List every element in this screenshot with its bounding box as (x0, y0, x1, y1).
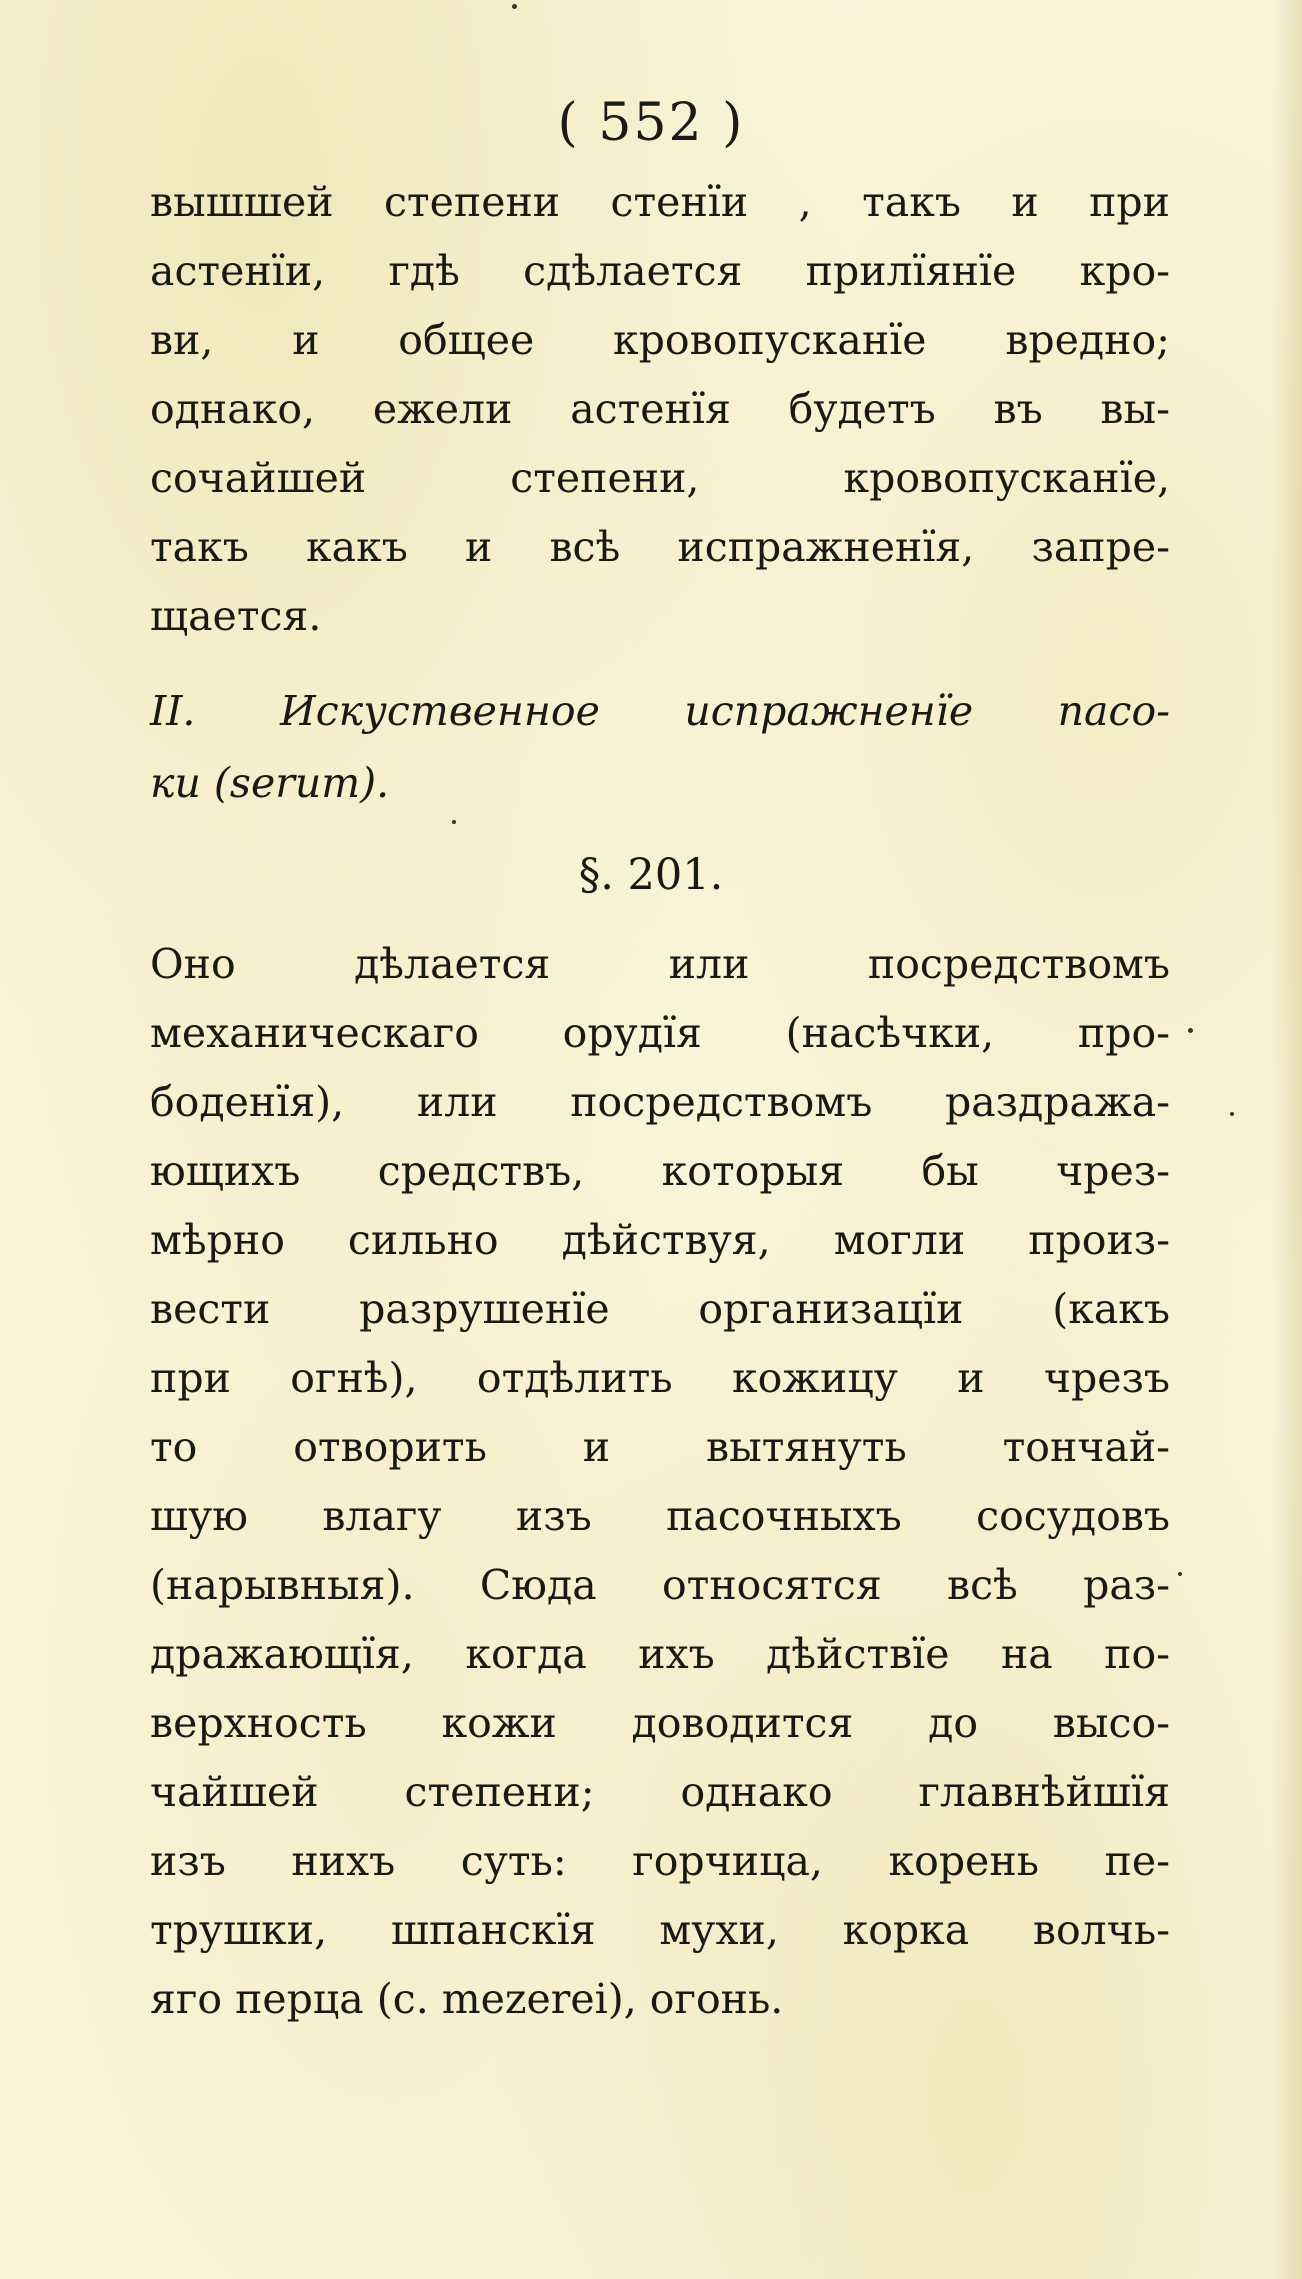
text-line: ющихъ средствъ, которыя бы чрез- (150, 1147, 1170, 1195)
text-line: ки (serum). (150, 759, 390, 807)
text-line: чайшей степени; однако главнѣйшїя (150, 1768, 1170, 1816)
text-line: верхность кожи доводится до высо- (150, 1699, 1170, 1747)
paper-speck (1188, 1028, 1193, 1033)
text-line: яго перца (с. mezerei), огонь. (150, 1975, 784, 2023)
paper-speck (512, 4, 517, 9)
text-line: дражающїя, когда ихъ дѣйствїе на по- (150, 1630, 1170, 1678)
paper-speck (1178, 1572, 1182, 1576)
paper-speck (452, 820, 456, 824)
text-line: при огнѣ), отдѣлить кожицу и чрезъ (150, 1354, 1170, 1402)
text-line: боденїя), или посредствомъ раздража- (150, 1078, 1170, 1126)
text-line: однако, ежели астенїя будетъ въ вы- (150, 385, 1170, 433)
text-line: изъ нихъ суть: горчица, корень пе- (150, 1837, 1170, 1885)
text-line: щается. (150, 592, 322, 640)
text-line: (нарывныя). Сюда относятся всѣ раз- (150, 1561, 1170, 1609)
text-line: такъ какъ и всѣ испражненїя, запре- (150, 523, 1170, 571)
paragraph-continuation (150, 168, 1170, 651)
text-line: шую влагу изъ пасочныхъ сосудовъ (150, 1492, 1170, 1540)
text-line: вести разрушенїе организацїи (какъ (150, 1285, 1170, 1333)
paragraph-main (150, 930, 1170, 2034)
section-number: §. 201. (578, 850, 724, 900)
text-line: ви, и общее кровопусканїе вредно; (150, 316, 1170, 364)
section-heading (150, 675, 1170, 819)
paper-speck (1230, 1112, 1234, 1116)
text-line: мѣрно сильно дѣйствуя, могли произ- (150, 1216, 1170, 1264)
text-line: Оно дѣлается или посредствомъ (150, 940, 1170, 988)
text-line: трушки, шпанскїя мухи, корка волчь- (150, 1906, 1170, 1954)
text-line: сочайшей степени, кровопусканїе, (150, 454, 1170, 502)
text-line: механическаго орудїя (насѣчки, про- (150, 1009, 1170, 1057)
text-line: то отворить и вытянуть тончай- (150, 1423, 1170, 1471)
page-number: ( 552 ) (557, 93, 745, 153)
text-line: вышшей степени стенїи , такъ и при (150, 178, 1170, 226)
text-line: астенїи, гдѣ сдѣлается прилїянїе кро- (150, 247, 1170, 295)
text-line: II. Искуственное испражненїе пасо- (150, 687, 1170, 735)
page-edge-shadow (1272, 0, 1302, 2279)
